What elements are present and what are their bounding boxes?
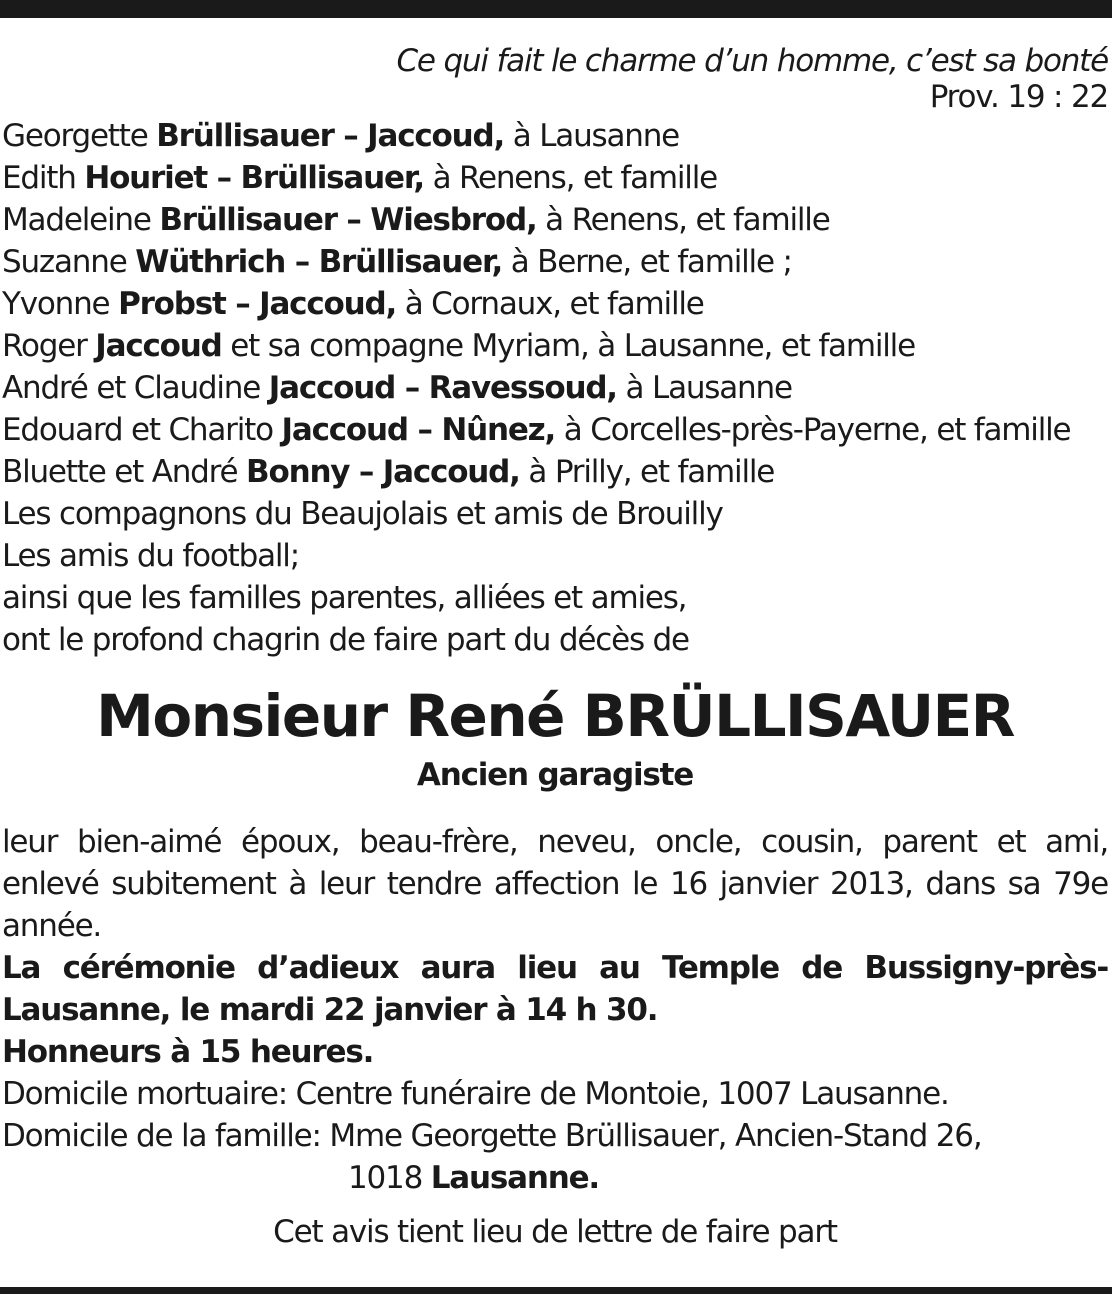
mortuary-address: Domicile mortuaire: Centre funéraire de Montoie, 1007 Lausanne. xyxy=(2,1076,949,1112)
family-line: Suzanne Wüthrich – Brüllisauer, à Berne, et famille ; xyxy=(2,244,792,280)
family-line: Roger Jaccoud et sa compagne Myriam, à Lausanne, et famille xyxy=(2,328,915,364)
city: Lausanne. xyxy=(430,1160,600,1196)
closing-note: Cet avis tient lieu de lettre de faire part xyxy=(273,1214,837,1250)
deceased-name: Monsieur René BRÜLLISAUER xyxy=(96,682,1014,750)
announcement-paragraph: leur bien-aimé époux, beau-frère, neveu, oncle, cousin, parent et ami, enlevé subitement à leur tendre affection le 16 janvier 2013, dans sa 79e année. xyxy=(2,824,1108,944)
family-address: Domicile de la famille: Mme Georgette Brüllisauer, Ancien-Stand 26, xyxy=(2,1118,982,1154)
family-line: Georgette Brüllisauer – Jaccoud, à Lausanne xyxy=(2,118,680,154)
epigraph-reference: Prov. 19 : 22 xyxy=(929,79,1108,115)
family-line: Les amis du football; xyxy=(2,538,299,574)
family-line: André et Claudine Jaccoud – Ravessoud, à Lausanne xyxy=(2,370,792,406)
obituary-notice xyxy=(2,40,1108,1253)
honours-info: Honneurs à 15 heures. xyxy=(2,1034,374,1070)
family-line: ainsi que les familles parentes, alliées et amies, xyxy=(2,580,687,616)
top-border-rule xyxy=(0,0,1112,18)
ceremony-info: La cérémonie d’adieux aura lieu au Temple de Bussigny-près-Lausanne, le mardi 22 janvier à 14 h 30. xyxy=(2,950,1108,1028)
deceased-title: Ancien garagiste xyxy=(416,757,694,793)
postcode: 1018 xyxy=(348,1160,431,1196)
family-list xyxy=(2,115,1108,661)
family-line: Les compagnons du Beaujolais et amis de Brouilly xyxy=(2,496,723,532)
family-line: Madeleine Brüllisauer – Wiesbrod, à Renens, et famille xyxy=(2,202,830,238)
family-line: Bluette et André Bonny – Jaccoud, à Prilly, et famille xyxy=(2,454,775,490)
family-line: Yvonne Probst – Jaccoud, à Cornaux, et famille xyxy=(2,286,704,322)
family-line: ont le profond chagrin de faire part du décès de xyxy=(2,622,689,658)
family-address-city xyxy=(2,1157,1108,1199)
bottom-border-rule xyxy=(0,1287,1112,1294)
family-line: Edouard et Charito Jaccoud – Nûnez, à Corcelles-près-Payerne, et famille xyxy=(2,412,1071,448)
family-line: Edith Houriet – Brüllisauer, à Renens, et famille xyxy=(2,160,717,196)
epigraph-quote: Ce qui fait le charme d’un homme, c’est sa bonté xyxy=(396,43,1108,79)
